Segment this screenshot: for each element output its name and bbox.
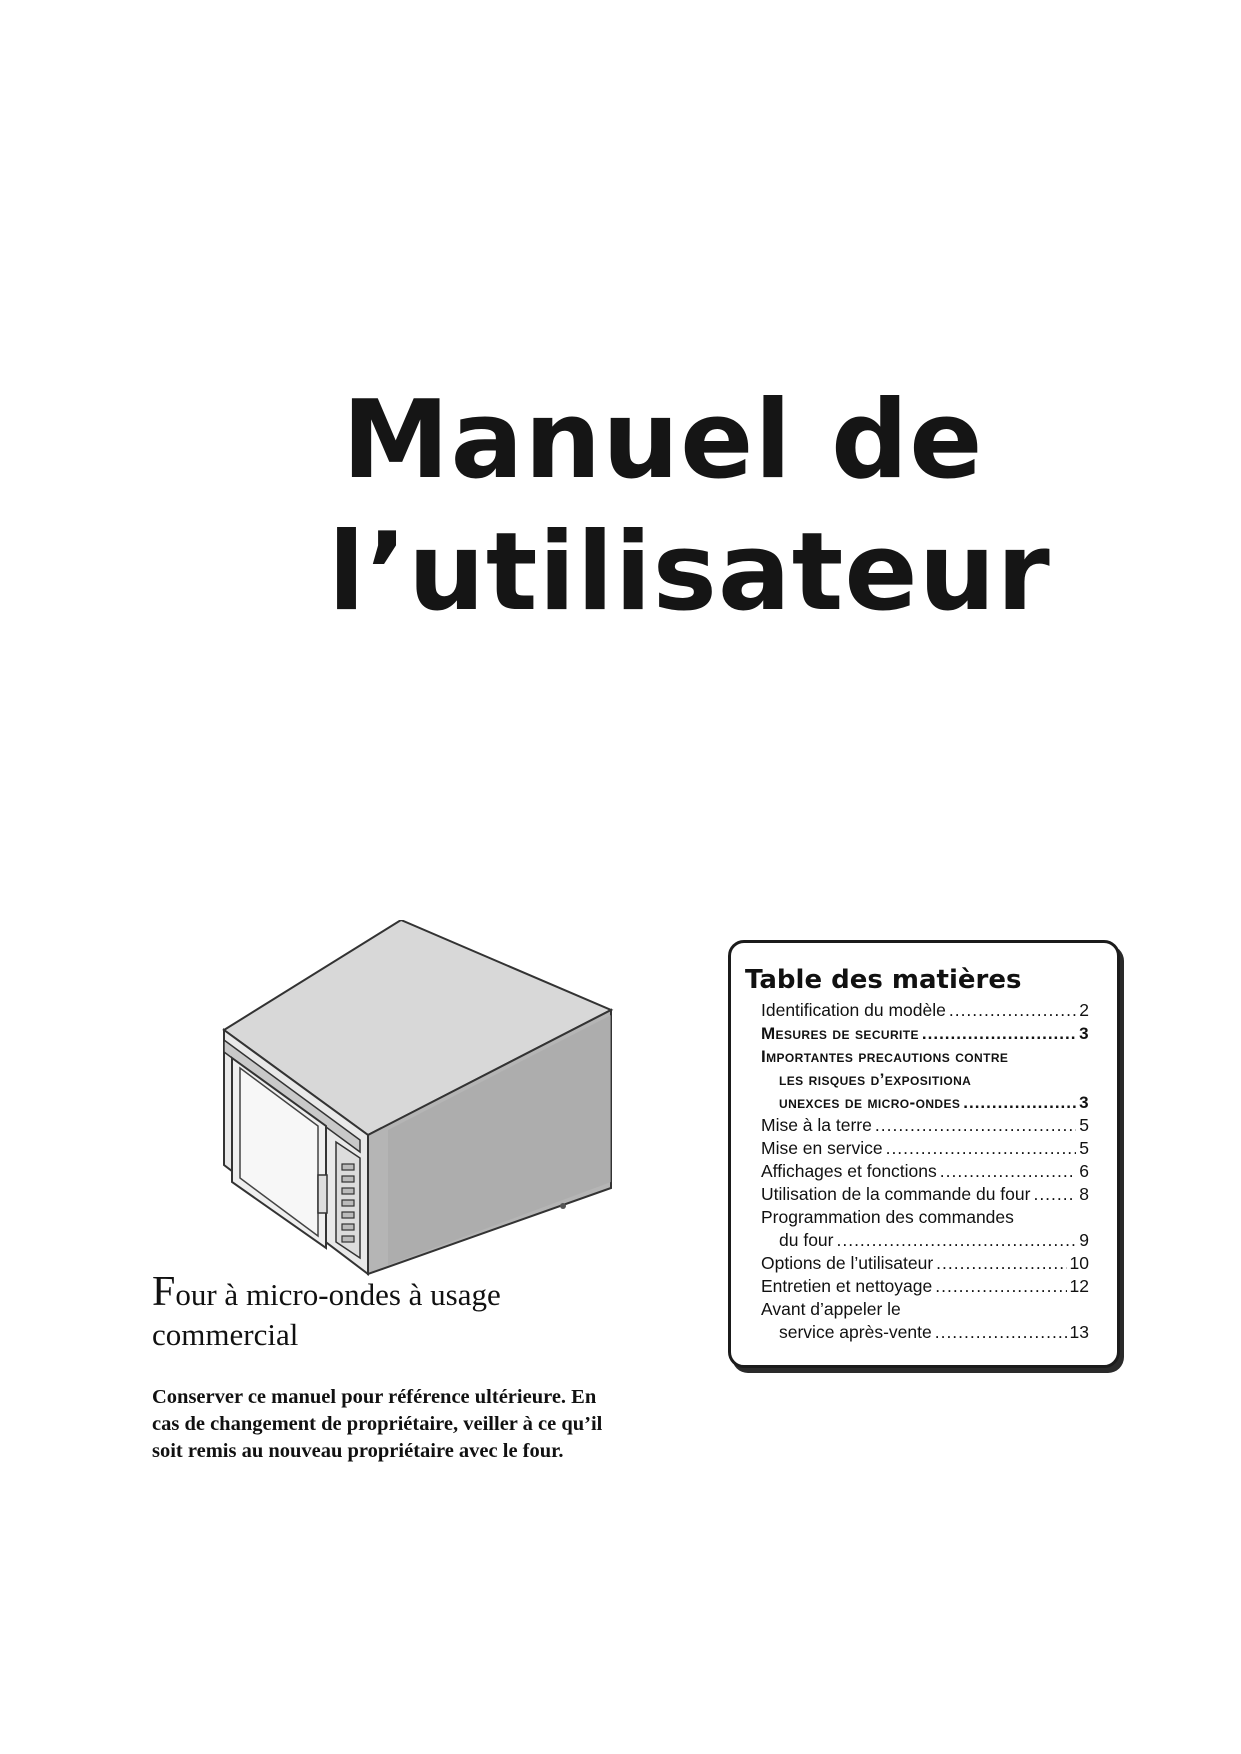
retention-note: Conserver ce manuel pour référence ultérieure. En cas de changement de propriétaire, veiller à ce qu’il soit remis au nouveau propriétaire avec le four.: [152, 1386, 603, 1462]
toc-entry: Identification du modèle ..... 2: [761, 999, 1089, 1022]
toc-entry: service après-vente ..... 13: [779, 1321, 1089, 1344]
microwave-oven-illustration: [218, 920, 618, 1280]
toc-entry: Entretien et nettoyage ..... 12: [761, 1275, 1089, 1298]
toc-title: Table des matières: [745, 965, 1022, 995]
toc-entry: Options de l’utilisateur ..... 10: [761, 1252, 1089, 1275]
document-title: [328, 375, 1088, 639]
toc-entry: Importantes precautions contre: [761, 1047, 1009, 1066]
toc-entry: Mise en service ..... 5: [761, 1137, 1089, 1160]
toc-entry: unexces de micro-ondes ..... 3: [779, 1091, 1089, 1114]
table-of-contents: [728, 940, 1120, 1368]
toc-entry: Affichages et fonctions ..... 6: [761, 1160, 1089, 1183]
subtitle-initial: F: [152, 1269, 176, 1315]
toc-entry: Mesures de securite ..... 3: [761, 1022, 1089, 1045]
toc-entry: Utilisation de la commande du four ..... 8: [761, 1183, 1089, 1206]
product-subtitle: [152, 1269, 622, 1355]
toc-entry: du four ..... 9: [779, 1229, 1089, 1252]
toc-entry: Programmation des commandes: [761, 1207, 1014, 1227]
title-line-1: Manuel de: [342, 378, 984, 503]
title-line-2: l’utilisateur: [328, 510, 1051, 635]
subtitle-text: our à micro-ondes à usage commercial: [152, 1277, 501, 1352]
toc-entry: les risques d’expositiona: [779, 1070, 972, 1089]
toc-entry: Mise à la terre ..... 5: [761, 1114, 1089, 1137]
toc-entry: Avant d’appeler le: [761, 1299, 901, 1319]
